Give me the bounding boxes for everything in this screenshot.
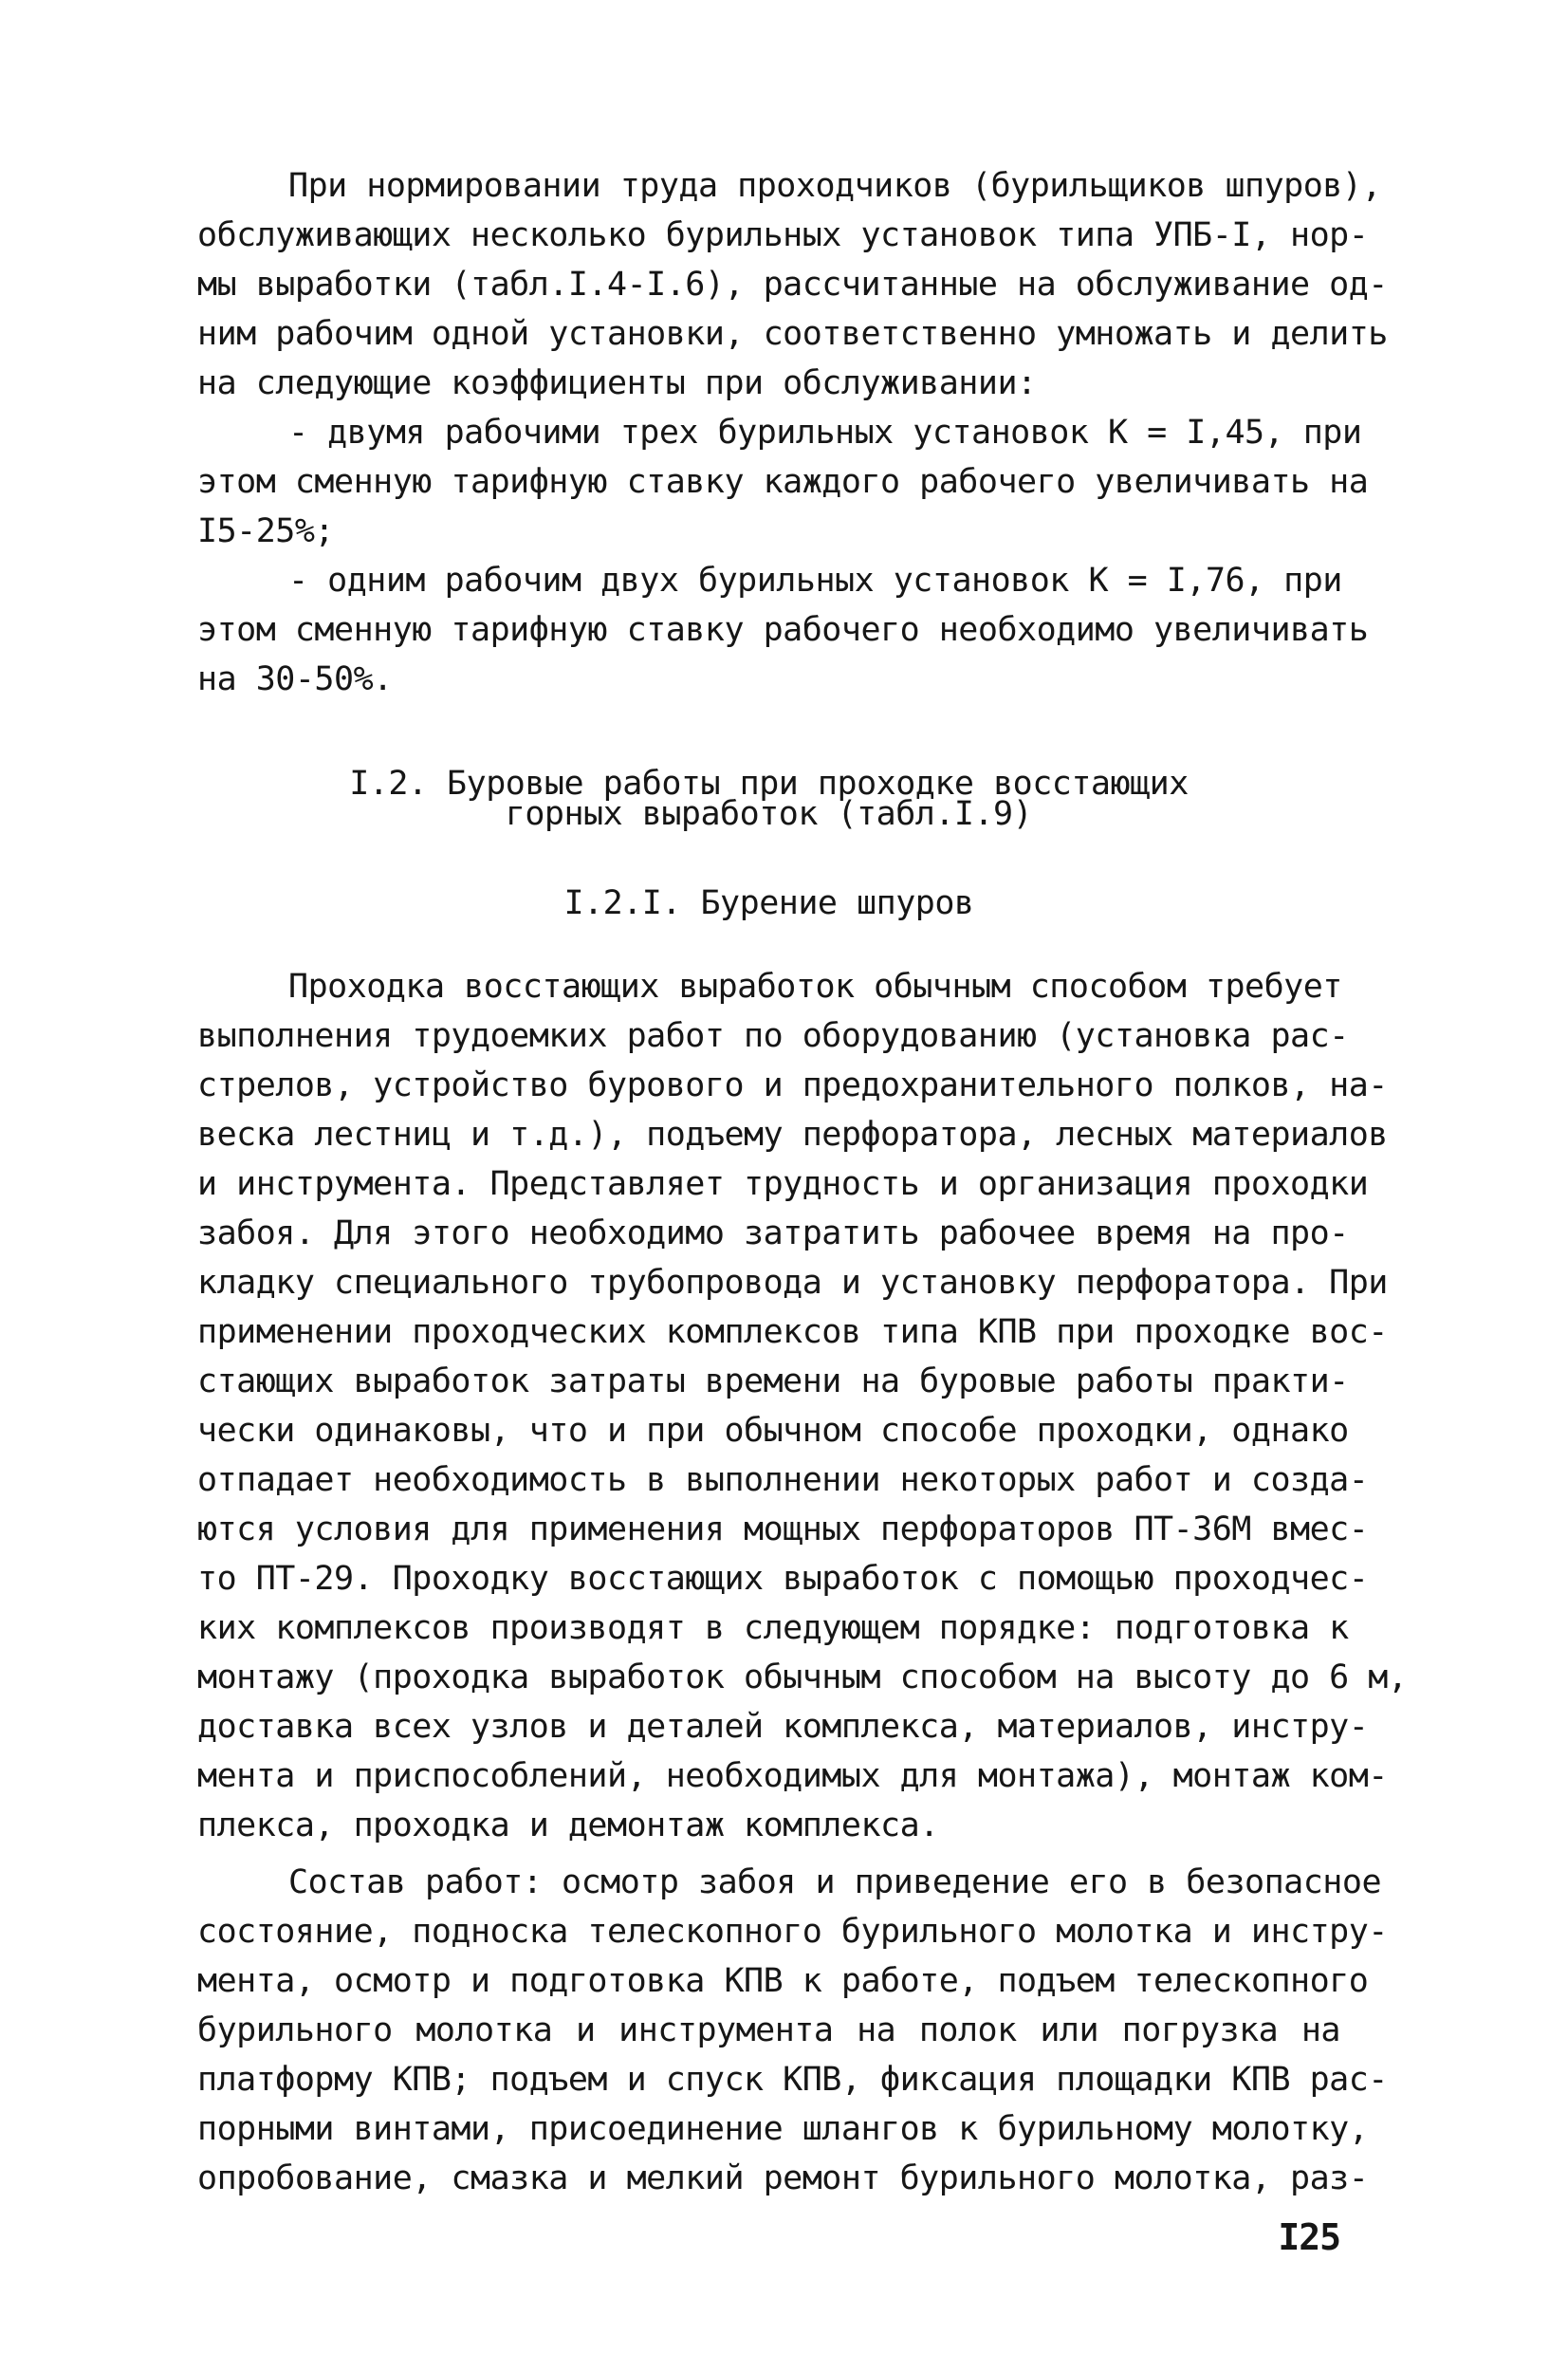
text-line: порными винтами, присоединение шлангов к бурильному молотку,: [197, 2110, 1369, 2148]
text-line: мы выработки (табл.I.4-I.6), рассчитанные на обслуживание од-: [197, 266, 1388, 304]
page-number: I25: [1278, 2216, 1340, 2258]
text-line: обслуживающих несколько бурильных установок типа УПБ-I, нор-: [197, 216, 1369, 254]
text-line: стающих выработок затраты времени на буровые работы практи-: [197, 1362, 1349, 1400]
text-line: опробование, смазка и мелкий ремонт бурильного молотка, раз-: [197, 2159, 1369, 2197]
text-line: состояние, подноска телескопного бурильного молотка и инстру-: [197, 1913, 1388, 1951]
text-line: то ПТ-29. Проходку восстающих выработок с помощью проходчес-: [197, 1560, 1369, 1598]
text-line: При нормировании труда проходчиков (бурильщиков шпуров),: [288, 167, 1382, 205]
text-line: веска лестниц и т.д.), подъему перфоратора, лесных материалов: [197, 1116, 1388, 1154]
text-line: стрелов, устройство бурового и предохранительного полков, на-: [197, 1066, 1388, 1104]
text-line: чески одинаковы, что и при обычном способе проходки, однако: [197, 1412, 1349, 1450]
section-heading: I.2. Буровые работы при проходке восстающих: [349, 765, 1189, 803]
text-line: этом сменную тарифную ставку рабочего необходимо увеличивать: [197, 611, 1369, 649]
text-line: отпадает необходимость в выполнении некоторых работ и созда-: [197, 1461, 1369, 1499]
text-line: ним рабочим одной установки, соответственно умножать и делить: [197, 315, 1388, 353]
text-line: плекса, проходка и демонтаж комплекса.: [197, 1806, 939, 1844]
text-line: мента и приспособлений, необходимых для монтажа), монтаж ком-: [197, 1757, 1388, 1795]
text-line: забоя. Для этого необходимо затратить рабочее время на про-: [197, 1214, 1349, 1252]
text-line: монтажу (проходка выработок обычным способом на высоту до 6 м,: [197, 1658, 1408, 1696]
text-line: мента, осмотр и подготовка КПВ к работе, подъем телескопного: [197, 1962, 1369, 2000]
text-line: - двумя рабочими трех бурильных установок К = I,45, при: [288, 414, 1362, 452]
text-line: и инструмента. Представляет трудность и организация проходки: [197, 1165, 1369, 1203]
text-line: Проходка восстающих выработок обычным способом требует: [288, 968, 1342, 1006]
text-line: кладку специального трубопровода и установку перфоратора. При: [197, 1264, 1388, 1302]
text-line: на следующие коэффициенты при обслуживании:: [197, 364, 1037, 402]
text-line: применении проходческих комплексов типа КПВ при проходке вос-: [197, 1313, 1388, 1351]
text-line: ются условия для применения мощных перфораторов ПТ-36М вмес-: [197, 1510, 1369, 1548]
text-line: на 30-50%.: [197, 660, 393, 698]
section-heading-continuation: горных выработок (табл.I.9): [505, 795, 1033, 833]
text-line: бурильного молотка и инструмента на полок или погрузка на: [197, 2011, 1340, 2049]
text-line: доставка всех узлов и деталей комплекса, материалов, инстру-: [197, 1708, 1369, 1746]
text-line: выполнения трудоемких работ по оборудованию (установка рас-: [197, 1017, 1349, 1055]
text-line: этом сменную тарифную ставку каждого рабочего увеличивать на: [197, 463, 1369, 501]
text-line: - одним рабочим двух бурильных установок К = I,76, при: [288, 562, 1342, 600]
text-line: ких комплексов производят в следующем порядке: подготовка к: [197, 1609, 1349, 1647]
subsection-heading: I.2.I. Бурение шпуров: [563, 884, 974, 922]
text-line: платформу КПВ; подъем и спуск КПВ, фиксация площадки КПВ рас-: [197, 2061, 1388, 2099]
text-line: Состав работ: осмотр забоя и приведение его в безопасное: [288, 1863, 1382, 1901]
text-line: I5-25%;: [197, 512, 335, 550]
